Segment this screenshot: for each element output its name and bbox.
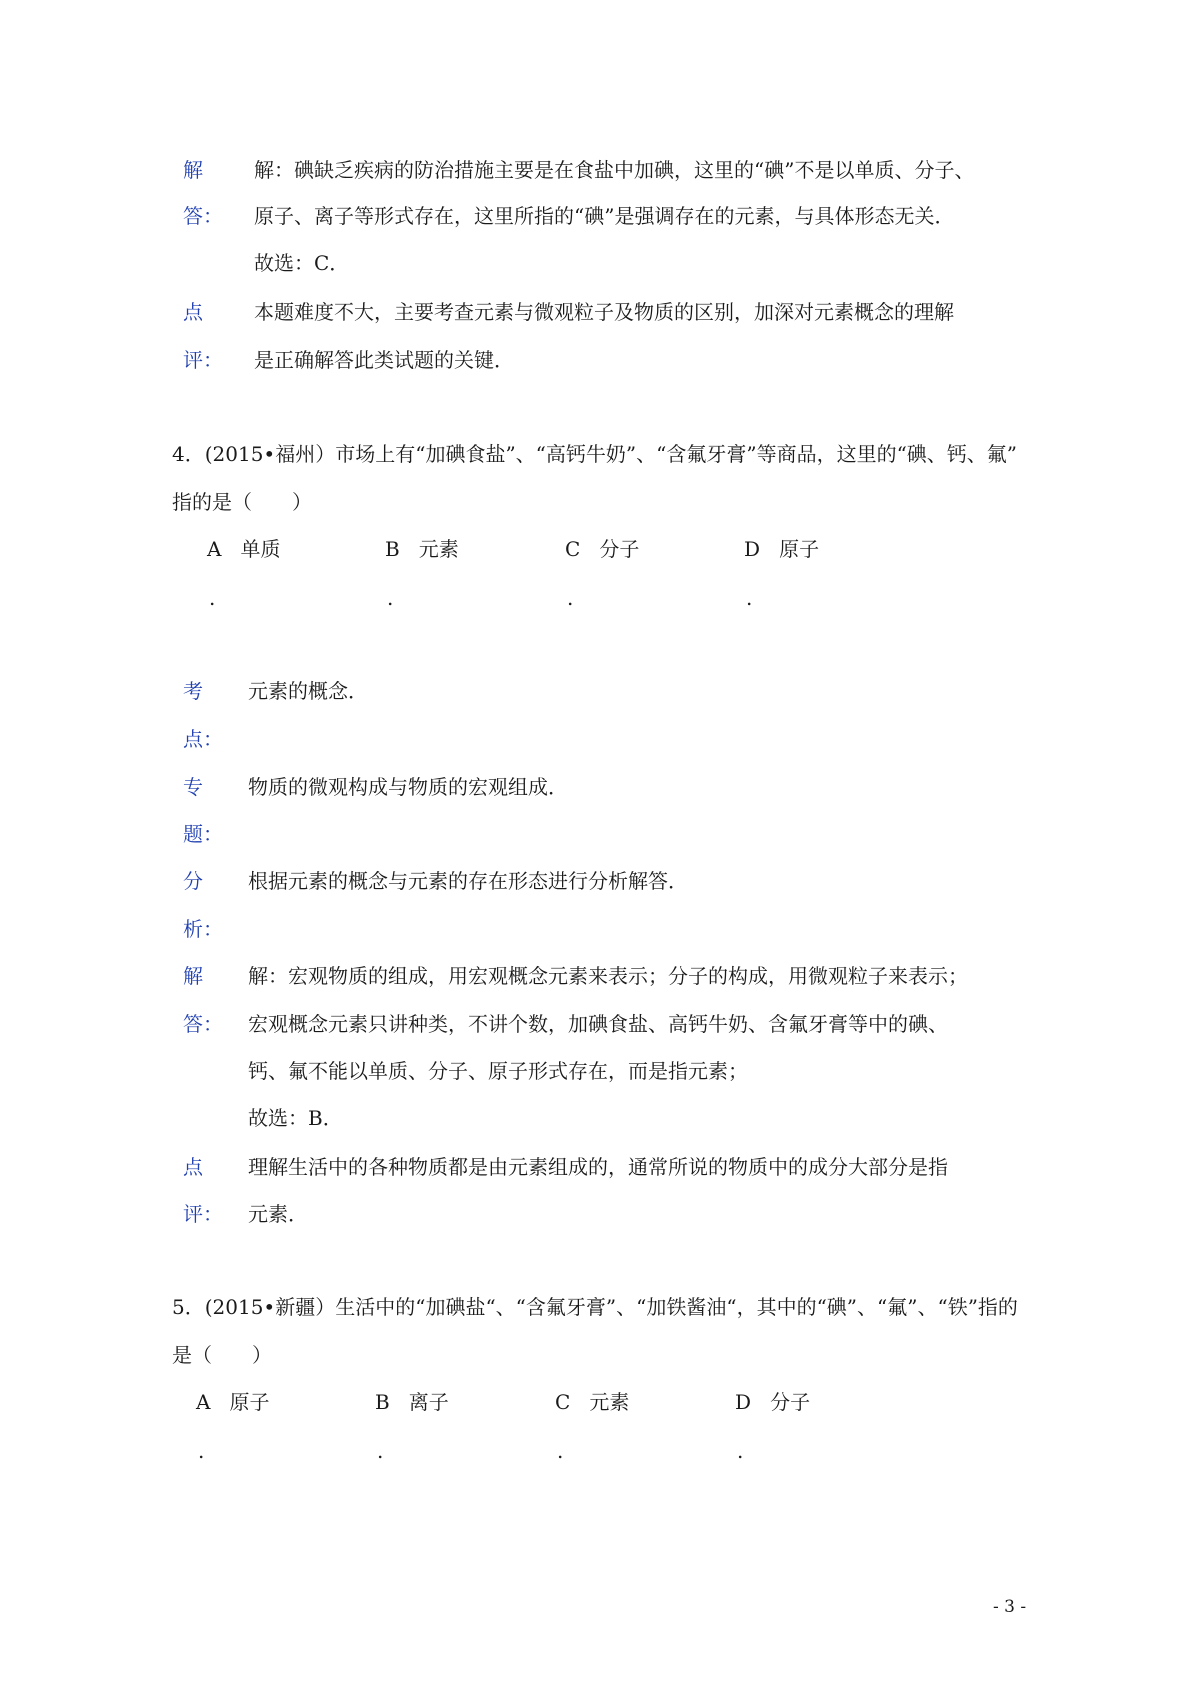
- option-text: 离子: [408, 1390, 449, 1414]
- q5-stem-line: 5．(2015•新疆）生活中的“加碘盐“、“含氟牙膏”、“加铁酱油“，其中的“碘”、“氟”、“铁”指的: [172, 1295, 1018, 1319]
- jieda-label-1: 解: [183, 964, 203, 988]
- dianping-label-2: 评：: [183, 1202, 223, 1226]
- q5-option-dot: .: [198, 1439, 205, 1463]
- prev-jieda-line: 原子、离子等形式存在，这里所指的“碘”是强调存在的元素，与具体形态无关．: [254, 204, 955, 228]
- q4-zhuanti: 物质的微观构成与物质的宏观组成．: [248, 775, 568, 799]
- q5-option-c: [555, 1389, 629, 1415]
- q4-option-dot: .: [387, 586, 394, 610]
- page-number: - 3 -: [993, 1597, 1027, 1617]
- q4-jieda-line: 解：宏观物质的组成，用宏观概念元素来表示；分子的构成，用微观粒子来表示；: [248, 964, 968, 988]
- q4-jieda-line: 钙、氟不能以单质、分子、原子形式存在，而是指元素；: [248, 1059, 748, 1083]
- option-text: 原子: [229, 1390, 270, 1414]
- q5-option-dot: .: [557, 1439, 564, 1463]
- jieda-label-2: 答：: [183, 1012, 223, 1036]
- q4-dianping-line: 元素．: [248, 1202, 308, 1226]
- kaodian-label-2: 点：: [183, 727, 223, 751]
- q4-dianping-line: 理解生活中的各种物质都是由元素组成的，通常所说的物质中的成分大部分是指: [248, 1155, 948, 1179]
- q4-jieda-line: 宏观概念元素只讲种类，不讲个数，加碘食盐、高钙牛奶、含氟牙膏等中的碘、: [248, 1012, 948, 1036]
- q5-option-dot: .: [737, 1439, 744, 1463]
- q5-option-b: [375, 1389, 449, 1415]
- option-letter: B: [375, 1390, 390, 1414]
- q4-stem-line: 指的是（ ）: [172, 490, 312, 514]
- q4-option-dot: .: [746, 586, 753, 610]
- jieda-label-2: 答：: [183, 204, 223, 228]
- option-text: 单质: [240, 537, 281, 561]
- option-text: 分子: [770, 1390, 811, 1414]
- option-letter: B: [385, 537, 400, 561]
- q4-option-d: [744, 536, 819, 562]
- q4-option-b: [385, 536, 459, 562]
- dianping-label-1: 点: [183, 300, 203, 324]
- q5-option-d: [735, 1389, 810, 1415]
- option-letter: D: [735, 1390, 752, 1414]
- option-text: 原子: [779, 537, 820, 561]
- q4-option-c: [565, 536, 639, 562]
- option-letter: A: [196, 1390, 211, 1414]
- prev-dianping-line: 是正确解答此类试题的关键．: [254, 348, 514, 372]
- zhuanti-label-1: 专: [183, 775, 203, 799]
- q4-option-dot: .: [567, 586, 574, 610]
- dianping-label-1: 点: [183, 1155, 203, 1179]
- kaodian-label-1: 考: [183, 679, 203, 703]
- option-letter: C: [565, 537, 581, 561]
- q4-option-dot: .: [209, 586, 216, 610]
- q5-stem-line: 是（ ）: [172, 1343, 272, 1367]
- prev-jieda-line: 解：碘缺乏疾病的防治措施主要是在食盐中加碘，这里的“碘”不是以单质、分子、: [254, 158, 975, 182]
- option-text: 分子: [599, 537, 640, 561]
- option-letter: C: [555, 1390, 571, 1414]
- q5-option-a: [196, 1389, 270, 1415]
- fenxi-label-2: 析：: [183, 917, 223, 941]
- option-letter: D: [744, 537, 761, 561]
- jieda-label-1: 解: [183, 158, 203, 182]
- fenxi-label-1: 分: [183, 869, 203, 893]
- q4-fenxi: 根据元素的概念与元素的存在形态进行分析解答．: [248, 869, 688, 893]
- option-letter: A: [207, 537, 222, 561]
- zhuanti-label-2: 题：: [183, 822, 223, 846]
- q4-stem-line: 4．(2015•福州）市场上有“加碘食盐”、“高钙牛奶”、“含氟牙膏”等商品，这里的“碘、钙、氟”: [172, 442, 1018, 466]
- q4-option-a: [207, 536, 281, 562]
- option-text: 元素: [589, 1390, 630, 1414]
- prev-jieda-line: 故选：C．: [254, 251, 350, 275]
- q4-kaodian: 元素的概念．: [248, 679, 368, 703]
- prev-dianping-line: 本题难度不大，主要考查元素与微观粒子及物质的区别，加深对元素概念的理解: [254, 300, 954, 324]
- dianping-label-2: 评：: [183, 348, 223, 372]
- q5-option-dot: .: [377, 1439, 384, 1463]
- option-text: 元素: [418, 537, 459, 561]
- q4-jieda-line: 故选：B．: [248, 1106, 343, 1130]
